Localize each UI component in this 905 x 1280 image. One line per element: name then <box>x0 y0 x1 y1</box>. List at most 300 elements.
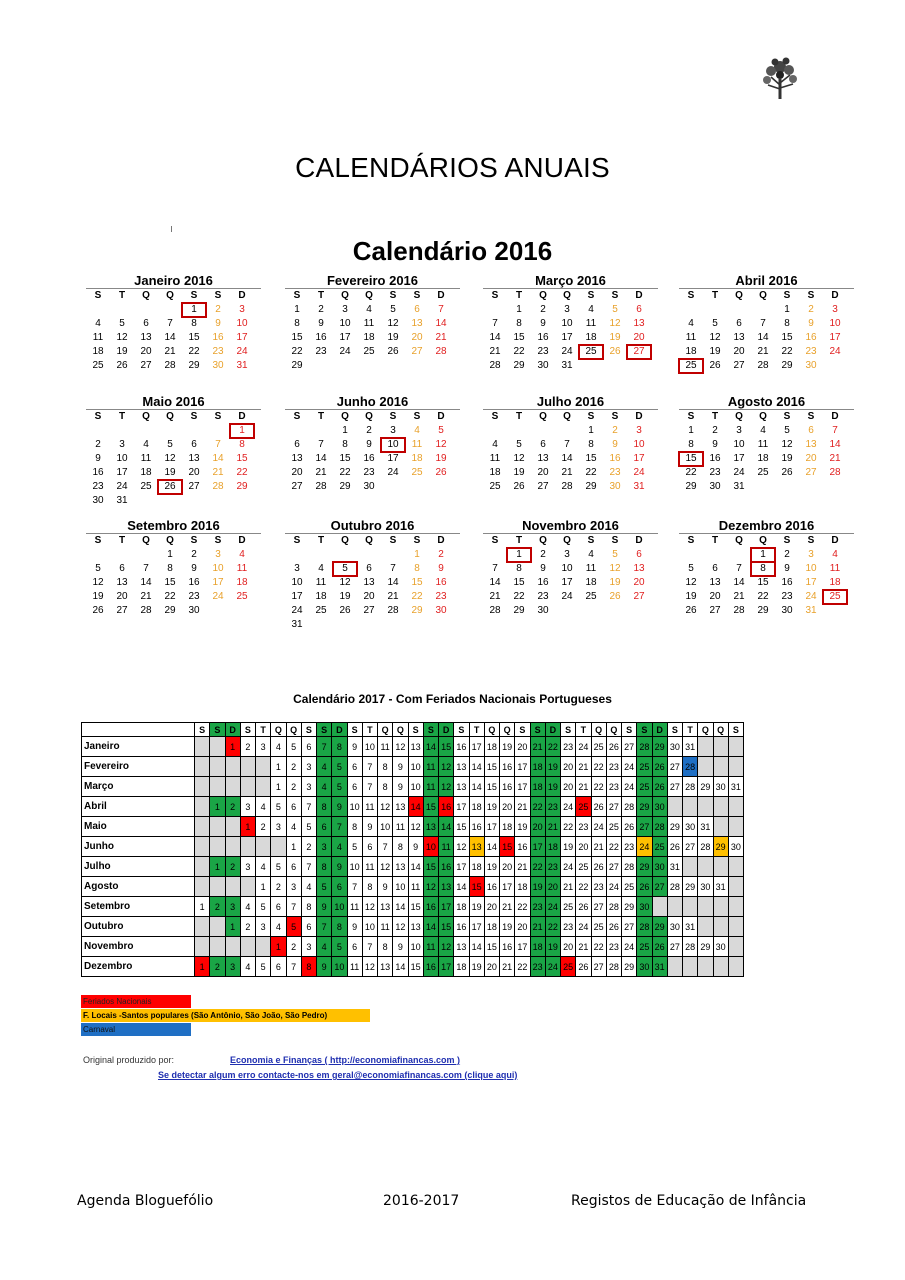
day-cell: 9 <box>332 797 347 817</box>
day-cell: 30 <box>683 817 698 837</box>
day-cell: 5 <box>95 563 101 574</box>
day-cell: 16 <box>435 577 447 588</box>
day-cell: 7 <box>492 563 498 574</box>
holiday-day: 10 <box>381 438 405 452</box>
empty-cell <box>728 757 743 777</box>
day-cell: 14 <box>439 817 454 837</box>
weekday-header: S <box>214 411 222 422</box>
day-cell: 3 <box>119 439 125 450</box>
day-cell: 12 <box>378 797 393 817</box>
day-cell: 16 <box>500 777 515 797</box>
month-row <box>82 837 744 857</box>
weekday-header: Q <box>563 411 571 422</box>
day-cell: 27 <box>622 917 637 937</box>
weekday-letter: Q <box>286 723 301 737</box>
weekday-header: Q <box>539 290 547 301</box>
day-cell: 1 <box>784 304 790 315</box>
credit-link[interactable]: Economia e Finanças ( http://economiafinancas.com ) <box>230 1055 461 1065</box>
weekday-header: Q <box>365 535 373 546</box>
day-cell: 20 <box>561 777 576 797</box>
month-name: Janeiro <box>82 737 195 757</box>
day-cell: 16 <box>423 897 438 917</box>
weekday-header: D <box>635 535 643 546</box>
day-cell: 24 <box>339 346 351 357</box>
day-cell: 31 <box>652 957 667 977</box>
day-cell: 26 <box>709 360 721 371</box>
day-cell: 15 <box>757 577 769 588</box>
day-cell: 20 <box>484 957 499 977</box>
empty-cell <box>195 797 210 817</box>
day-cell: 8 <box>516 563 522 574</box>
day-cell: 7 <box>301 857 316 877</box>
empty-cell <box>195 937 210 957</box>
day-cell: 11 <box>347 897 362 917</box>
month-name: Março 2016 <box>483 273 658 289</box>
weekday-letter: Q <box>591 723 606 737</box>
day-cell: 12 <box>378 857 393 877</box>
weekday-header: S <box>389 290 397 301</box>
day-cell: 14 <box>484 837 499 857</box>
weekday-header: Q <box>735 411 743 422</box>
day-cell: 14 <box>387 577 399 588</box>
day-cell: 28 <box>435 346 447 357</box>
weekday-header: S <box>190 290 198 301</box>
day-cell: 24 <box>622 757 637 777</box>
day-cell: 6 <box>736 318 742 329</box>
day-cell: 27 <box>116 605 128 616</box>
day-cell: 25 <box>576 857 591 877</box>
day-cell: 16 <box>315 332 327 343</box>
day-cell: 25 <box>576 797 591 817</box>
day-cell: 30 <box>212 360 224 371</box>
weekday-header: D <box>238 290 246 301</box>
day-cell: 18 <box>315 591 327 602</box>
empty-cell <box>683 797 698 817</box>
day-cell: 28 <box>140 605 152 616</box>
day-cell: 5 <box>301 817 316 837</box>
day-cell: 27 <box>363 605 375 616</box>
weekday-letter: T <box>256 723 271 737</box>
day-cell: 22 <box>530 797 545 817</box>
day-cell: 19 <box>685 591 697 602</box>
day-cell: 15 <box>513 332 525 343</box>
day-cell: 13 <box>633 318 645 329</box>
day-cell: 4 <box>366 304 372 315</box>
empty-cell <box>679 548 703 562</box>
month-name: Junho 2016 <box>285 394 460 410</box>
day-cell: 22 <box>781 346 793 357</box>
day-cell: 3 <box>240 797 255 817</box>
day-cell: 30 <box>728 837 743 857</box>
day-cell: 27 <box>633 591 645 602</box>
day-cell: 2 <box>438 549 444 560</box>
day-cell: 13 <box>423 817 438 837</box>
weekday-header: T <box>515 290 523 301</box>
day-cell: 11 <box>140 453 152 464</box>
weekday-letter: S <box>423 723 438 737</box>
error-contact-link[interactable]: Se detectar algum erro contacte-nos em geral@economiafinancas.com (clique aqui) <box>158 1070 518 1080</box>
day-cell: 10 <box>347 797 362 817</box>
day-cell: 11 <box>378 917 393 937</box>
day-cell: 29 <box>291 360 303 371</box>
day-cell: 25 <box>637 777 652 797</box>
weekday-header: S <box>807 411 815 422</box>
day-cell: 8 <box>301 957 316 977</box>
empty-cell <box>728 857 743 877</box>
day-cell: 12 <box>116 332 128 343</box>
empty-cell <box>679 303 703 317</box>
day-cell: 18 <box>545 837 560 857</box>
weekday-letter: S <box>515 723 530 737</box>
day-cell: 10 <box>339 318 351 329</box>
day-cell: 16 <box>515 837 530 857</box>
month-name: Abril <box>82 797 195 817</box>
day-cell: 7 <box>564 439 570 450</box>
day-cell: 28 <box>637 737 652 757</box>
empty-cell <box>698 737 713 757</box>
corner-cell <box>82 723 195 737</box>
day-cell: 26 <box>609 591 621 602</box>
day-cell: 5 <box>438 425 444 436</box>
credit-label: Original produzido por: <box>83 1055 175 1065</box>
weekday-header: D <box>437 411 445 422</box>
weekday-letter: Q <box>271 723 286 737</box>
month-row <box>82 917 744 937</box>
day-cell: 30 <box>363 481 375 492</box>
day-cell: 8 <box>378 777 393 797</box>
day-cell: 25 <box>585 591 597 602</box>
calendar-2017-title: Calendário 2017 - Com Feriados Nacionais Portugueses <box>293 692 612 706</box>
empty-cell <box>195 917 210 937</box>
day-cell: 15 <box>484 777 499 797</box>
day-cell: 8 <box>332 917 347 937</box>
weekday-header: S <box>491 535 499 546</box>
day-cell: 9 <box>362 817 377 837</box>
day-cell: 9 <box>393 757 408 777</box>
day-cell: 23 <box>606 937 621 957</box>
weekday-header: S <box>687 290 695 301</box>
day-cell: 18 <box>236 577 248 588</box>
empty-cell <box>531 424 555 438</box>
day-cell: 3 <box>301 777 316 797</box>
day-cell: 11 <box>362 857 377 877</box>
day-cell: 7 <box>390 563 396 574</box>
day-cell: 3 <box>808 549 814 560</box>
day-cell: 6 <box>286 857 301 877</box>
day-cell: 27 <box>606 797 621 817</box>
day-cell: 12 <box>439 757 454 777</box>
day-cell: 16 <box>363 453 375 464</box>
day-cell: 13 <box>408 917 423 937</box>
day-cell: 1 <box>195 897 210 917</box>
day-cell: 16 <box>439 797 454 817</box>
day-cell: 11 <box>411 439 423 450</box>
day-cell: 23 <box>315 346 327 357</box>
day-cell: 11 <box>757 439 769 450</box>
empty-cell <box>728 737 743 757</box>
day-cell: 6 <box>294 439 300 450</box>
weekday-header: D <box>238 411 246 422</box>
day-cell: 4 <box>256 857 271 877</box>
day-cell: 8 <box>688 439 694 450</box>
day-cell: 18 <box>363 332 375 343</box>
weekday-header: Q <box>759 290 767 301</box>
day-cell: 18 <box>140 467 152 478</box>
month-name: Fevereiro <box>82 757 195 777</box>
day-cell: 15 <box>291 332 303 343</box>
day-cell: 4 <box>492 439 498 450</box>
empty-cell <box>285 424 309 438</box>
day-cell: 25 <box>591 917 606 937</box>
empty-cell <box>713 897 728 917</box>
day-cell: 3 <box>636 425 642 436</box>
day-cell: 24 <box>545 897 560 917</box>
day-cell: 3 <box>256 737 271 757</box>
day-cell: 23 <box>435 591 447 602</box>
month-name: Maio <box>82 817 195 837</box>
day-cell: 14 <box>393 957 408 977</box>
day-cell: 18 <box>411 453 423 464</box>
day-cell: 19 <box>469 897 484 917</box>
empty-cell <box>210 737 225 757</box>
day-cell: 30 <box>637 897 652 917</box>
day-cell: 1 <box>210 797 225 817</box>
day-cell: 6 <box>143 318 149 329</box>
day-cell: 26 <box>609 346 621 357</box>
day-cell: 29 <box>685 481 697 492</box>
day-cell: 18 <box>500 817 515 837</box>
day-cell: 30 <box>537 360 549 371</box>
weekday-header: S <box>611 535 619 546</box>
day-cell: 16 <box>709 453 721 464</box>
holiday-day: 1 <box>507 548 531 562</box>
day-cell: 26 <box>685 605 697 616</box>
day-cell: 1 <box>225 737 240 757</box>
weekday-header: S <box>611 290 619 301</box>
day-cell: 25 <box>92 360 104 371</box>
month-name: Junho <box>82 837 195 857</box>
weekday-letter: Q <box>606 723 621 737</box>
day-cell: 10 <box>212 563 224 574</box>
day-cell: 15 <box>439 737 454 757</box>
day-cell: 28 <box>683 757 698 777</box>
weekday-header: T <box>711 411 719 422</box>
empty-cell <box>698 857 713 877</box>
day-cell: 9 <box>317 897 332 917</box>
day-cell: 17 <box>733 453 745 464</box>
empty-cell <box>698 897 713 917</box>
weekday-header: S <box>611 411 619 422</box>
day-cell: 29 <box>698 777 713 797</box>
empty-cell <box>240 937 255 957</box>
day-cell: 1 <box>286 837 301 857</box>
weekday-header: Q <box>341 290 349 301</box>
weekday-header: D <box>831 411 839 422</box>
day-cell: 9 <box>332 857 347 877</box>
day-cell: 22 <box>236 467 248 478</box>
month-name: Julho 2016 <box>483 394 658 410</box>
day-cell: 2 <box>271 877 286 897</box>
day-cell: 6 <box>347 757 362 777</box>
day-cell: 2 <box>95 439 101 450</box>
day-cell: 26 <box>652 777 667 797</box>
day-cell: 2 <box>240 917 255 937</box>
empty-cell <box>256 757 271 777</box>
day-cell: 25 <box>757 467 769 478</box>
day-cell: 23 <box>92 481 104 492</box>
day-cell: 15 <box>408 897 423 917</box>
empty-cell <box>507 424 531 438</box>
day-cell: 19 <box>92 591 104 602</box>
empty-cell <box>309 424 333 438</box>
empty-cell <box>652 897 667 917</box>
day-cell: 19 <box>469 957 484 977</box>
day-cell: 3 <box>286 877 301 897</box>
day-cell: 17 <box>829 332 841 343</box>
day-cell: 11 <box>423 937 438 957</box>
month-2016 <box>86 394 261 508</box>
day-cell: 10 <box>633 439 645 450</box>
day-cell: 11 <box>439 837 454 857</box>
weekday-header: Q <box>166 535 174 546</box>
day-cell: 18 <box>685 346 697 357</box>
weekday-header: Q <box>341 411 349 422</box>
empty-cell <box>110 424 134 438</box>
day-cell: 23 <box>212 346 224 357</box>
weekday-header: S <box>214 535 222 546</box>
day-cell: 7 <box>317 737 332 757</box>
day-cell: 21 <box>500 957 515 977</box>
day-cell: 7 <box>286 897 301 917</box>
empty-cell <box>256 777 271 797</box>
day-cell: 5 <box>271 797 286 817</box>
day-cell: 5 <box>256 957 271 977</box>
day-cell: 3 <box>271 817 286 837</box>
weekday-header: S <box>413 411 421 422</box>
day-cell: 22 <box>585 467 597 478</box>
empty-cell <box>240 777 255 797</box>
weekday-header: S <box>587 290 595 301</box>
empty-cell <box>195 817 210 837</box>
weekday-letter: S <box>347 723 362 737</box>
month-name: Agosto <box>82 877 195 897</box>
day-cell: 27 <box>667 937 682 957</box>
day-cell: 15 <box>585 453 597 464</box>
empty-cell <box>158 303 182 317</box>
empty-cell <box>727 303 751 317</box>
empty-cell <box>210 877 225 897</box>
empty-cell <box>381 548 405 562</box>
day-cell: 30 <box>713 937 728 957</box>
day-cell: 5 <box>317 877 332 897</box>
empty-cell <box>240 757 255 777</box>
day-cell: 8 <box>239 439 245 450</box>
day-cell: 24 <box>633 467 645 478</box>
weekday-header: D <box>437 535 445 546</box>
empty-cell <box>210 917 225 937</box>
day-cell: 2 <box>240 737 255 757</box>
empty-cell <box>728 957 743 977</box>
weekday-header: Q <box>539 535 547 546</box>
day-cell: 14 <box>315 453 327 464</box>
weekday-letter: S <box>195 723 210 737</box>
day-cell: 17 <box>469 917 484 937</box>
day-cell: 4 <box>301 877 316 897</box>
day-cell: 17 <box>469 737 484 757</box>
weekday-header: Q <box>142 290 150 301</box>
day-cell: 19 <box>500 917 515 937</box>
day-cell: 21 <box>212 467 224 478</box>
month-2016 <box>679 273 854 373</box>
weekday-header: Q <box>365 411 373 422</box>
day-cell: 11 <box>92 332 104 343</box>
day-cell: 4 <box>688 318 694 329</box>
day-cell: 24 <box>637 837 652 857</box>
day-cell: 2 <box>808 304 814 315</box>
day-cell: 10 <box>423 837 438 857</box>
weekday-letter: T <box>362 723 377 737</box>
day-cell: 17 <box>454 857 469 877</box>
day-cell: 25 <box>606 817 621 837</box>
empty-cell <box>271 837 286 857</box>
weekday-header: Q <box>142 535 150 546</box>
day-cell: 12 <box>609 318 621 329</box>
empty-cell <box>225 757 240 777</box>
weekday-header: T <box>711 290 719 301</box>
empty-cell <box>240 837 255 857</box>
day-cell: 15 <box>484 757 499 777</box>
day-cell: 14 <box>469 937 484 957</box>
day-cell: 14 <box>829 439 841 450</box>
legend-feriados-locais: F. Locais -Santos populares (São Antônio, São João, São Pedro) <box>81 1009 370 1022</box>
empty-cell <box>86 424 110 438</box>
day-cell: 12 <box>408 817 423 837</box>
day-cell: 11 <box>685 332 697 343</box>
day-cell: 21 <box>576 937 591 957</box>
empty-cell <box>195 737 210 757</box>
day-cell: 12 <box>92 577 104 588</box>
day-cell: 12 <box>454 837 469 857</box>
month-name: Outubro <box>82 917 195 937</box>
weekday-letter: T <box>469 723 484 737</box>
day-cell: 15 <box>408 957 423 977</box>
day-cell: 10 <box>236 318 248 329</box>
day-cell: 16 <box>500 757 515 777</box>
day-cell: 11 <box>362 797 377 817</box>
month-name: Novembro <box>82 937 195 957</box>
day-cell: 21 <box>140 591 152 602</box>
day-cell: 1 <box>240 817 255 837</box>
day-cell: 24 <box>622 777 637 797</box>
day-cell: 19 <box>709 346 721 357</box>
day-cell: 19 <box>387 332 399 343</box>
day-cell: 29 <box>698 937 713 957</box>
day-cell: 29 <box>652 917 667 937</box>
day-cell: 10 <box>291 577 303 588</box>
day-cell: 1 <box>256 877 271 897</box>
day-cell: 27 <box>411 346 423 357</box>
day-cell: 4 <box>317 937 332 957</box>
day-cell: 19 <box>545 777 560 797</box>
day-cell: 7 <box>438 304 444 315</box>
day-cell: 22 <box>545 737 560 757</box>
weekday-header: Q <box>563 290 571 301</box>
day-cell: 15 <box>423 797 438 817</box>
day-cell: 21 <box>530 917 545 937</box>
weekday-header: S <box>190 411 198 422</box>
day-cell: 26 <box>637 877 652 897</box>
day-cell: 3 <box>564 304 570 315</box>
